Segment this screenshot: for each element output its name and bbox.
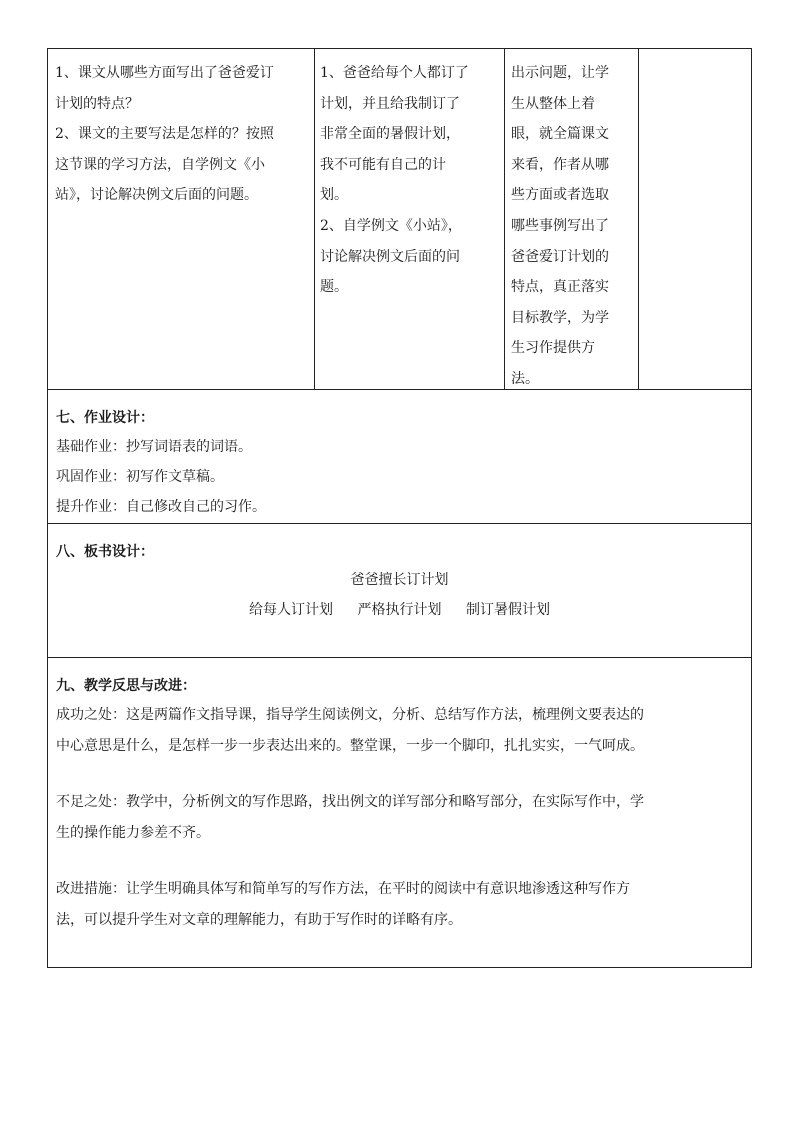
success-line: 成功之处：这是两篇作文指导课，指导学生阅读例文，分析、总结写作方法，梳理例文要表达的 (56, 707, 644, 723)
text-line: 计划，并且给我制订了 (320, 95, 460, 112)
text-line: 划。 (320, 187, 348, 204)
board-section (56, 538, 746, 566)
text-line: 眼，就全篇课文 (511, 126, 609, 143)
text-line: 我不可能有自己的计 (320, 156, 446, 173)
text-line: 哪些事例写出了 (511, 217, 609, 234)
improve-homework: 提升作业：自己修改自己的习作。 (56, 499, 266, 515)
text-line: 讨论解决例文后面的问 (320, 248, 460, 265)
col-divider-3 (638, 48, 639, 389)
shortcoming-line: 不足之处：教学中，分析例文的写作思路，找出例文的详写部分和略写部分，在实际写作中，学 (56, 794, 644, 810)
board-items (47, 595, 752, 625)
consolidate-homework: 巩固作业：初写作文草稿。 (56, 469, 224, 485)
col-divider-1 (314, 48, 315, 389)
text-line: 生习作提供方 (511, 340, 595, 357)
improvement-line: 改进措施：让学生明确具体写和简单写的写作方法，在平时的阅读中有意识地渗透这种写作方 (56, 881, 630, 897)
text-line: 些方面或者选取 (511, 187, 609, 204)
success-line: 中心意思是什么，是怎样一步一步表达出来的。整堂课，一步一个脚印，扎扎实实，一气呵成。 (56, 738, 644, 754)
improvement-line: 法，可以提升学生对文章的理解能力，有助于写作时的详略有序。 (56, 912, 462, 928)
board-item: 制订暑假计划 (465, 602, 550, 618)
homework-heading: 七、作业设计： (56, 410, 154, 426)
reflection-section (56, 672, 746, 936)
text-line: 目标教学，为学 (511, 309, 609, 326)
row-divider-1 (47, 389, 752, 390)
shortcoming-line: 生的操作能力参差不齐。 (56, 825, 210, 841)
basic-homework: 基础作业：抄写词语表的词语。 (56, 439, 252, 455)
text-line: 生从整体上着 (511, 95, 595, 112)
text-line: 2、自学例文《小站》， (320, 217, 462, 234)
homework-section (56, 404, 746, 522)
row-divider-3 (47, 657, 752, 658)
text-line: 法。 (511, 370, 539, 387)
text-line: 题。 (320, 279, 348, 296)
text-line: 计划的特点？ (55, 95, 139, 112)
row-divider-2 (47, 523, 752, 524)
col-divider-2 (504, 48, 505, 389)
text-line: 1、课文从哪些方面写出了爸爸爱订 (55, 65, 274, 81)
design-intent-cell (511, 58, 633, 395)
board-item: 严格执行计划 (357, 602, 442, 618)
text-line: 爸爸爱订计划的 (511, 248, 609, 265)
text-line: 1、爸爸给每个人都订了 (320, 65, 469, 81)
text-line: 来看，作者从哪 (511, 156, 609, 173)
text-line: 2、课文的主要写法是怎样的？按照 (55, 126, 274, 143)
text-line: 出示问题，让学 (511, 65, 609, 81)
teacher-questions-cell (55, 58, 310, 211)
reflection-heading: 九、教学反思与改进： (56, 678, 196, 694)
text-line: 这节课的学习方法，自学例文《小 (55, 156, 265, 173)
board-heading: 八、板书设计： (56, 544, 154, 560)
student-activity-cell (320, 58, 498, 303)
text-line: 非常全面的暑假计划， (320, 126, 460, 143)
board-item: 给每人订计划 (249, 602, 334, 618)
text-line: 特点，真正落实 (511, 279, 609, 296)
board-title: 爸爸擅长订计划 (350, 572, 449, 588)
text-line: 站》，讨论解决例文后面的问题。 (55, 187, 258, 204)
